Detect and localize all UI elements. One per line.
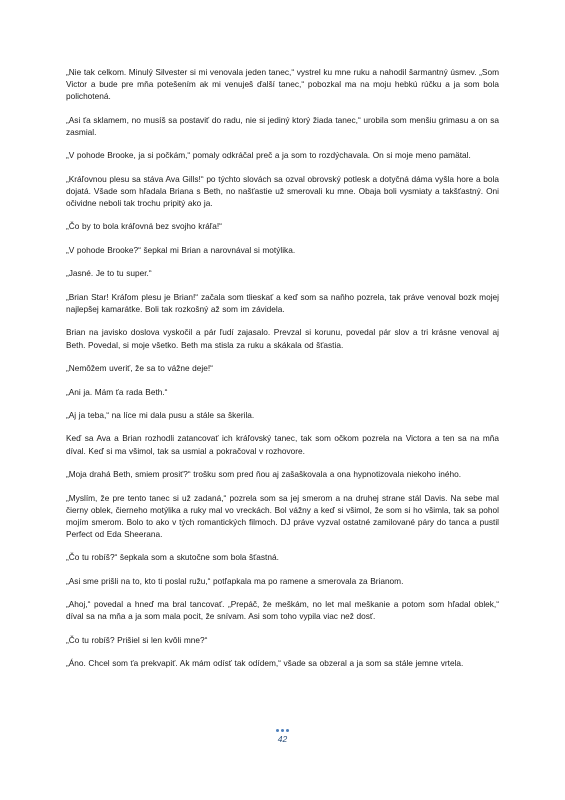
paragraph: „Nemôžem uveriť, že sa to vážne deje!“ [66, 363, 213, 374]
paragraph: „Čo tu robíš? Prišiel si len kvôli mne?“ [66, 634, 208, 645]
dot-icon [286, 729, 289, 732]
paragraph: „Čo tu robíš?“ šepkala som a skutočne som bola šťastná. [66, 552, 279, 563]
paragraph: „Asi sme prišli na to, kto ti poslal ružu,“ potľapkala ma po ramene a smerovala za Brianom. [66, 575, 404, 586]
paragraph: „Moja drahá Beth, smiem prosiť?“ trošku som pred ňou aj zašaškovala a ona hypnotizovala niekoho iného. [66, 469, 462, 480]
paragraph: „V pohode Brooke, ja si počkám,“ pomaly odkráčal preč a ja som to rozdýchavala. On si moje meno pamätal. [66, 150, 471, 161]
paragraph: Keď sa Ava a Brian rozhodli zatancovať ich kráľovský tanec, tak som očkom pozrela na Victora a ten sa na mňa díval. Keď si ma všimol, tak sa usmial a pokračoval v rozhovore. [66, 433, 499, 456]
paragraph: „Asi ťa sklamem, no musíš sa postaviť do radu, nie si jediný ktorý žiada tanec,“ urobila som menšiu grimasu a on sa zasmial. [66, 114, 499, 137]
body-text [66, 66, 499, 669]
paragraph: „Myslím, že pre tento tanec si už zadaná,“ pozrela som sa jej smerom a na druhej strane stál Davis. Na sebe mal čierny oblek, čierneho motýlika a ruky mal vo vreckách. Bol vážny a keď si všimol, že som si ho všimla, tak sa pohol mojím smerom. Bolo to ako v tých romantických filmoch. DJ práve vyzval ostatné zamilované páry do tanca a pustil Perfect od Eda Sheerana. [66, 492, 499, 539]
paragraph: „Ahoj,“ povedal a hneď ma bral tancovať. „Prepáč, že meškám, no let mal meškanie a potom som hľadal oblek,“ díval sa na mňa a ja som mala pocit, že snívam. Asi som toho vypila viac než dosť. [66, 599, 499, 622]
ornament-dots-icon [0, 727, 565, 733]
paragraph: „Ani ja. Mám ťa rada Beth.“ [66, 386, 168, 397]
dot-icon [281, 729, 284, 732]
paragraph: Brian na javisko doslova vyskočil a pár ľudí zajasalo. Prevzal si korunu, povedal pár slov a tri krásne venoval aj Beth. Povedal, si moje všetko. Beth ma stisla za ruku a skákala od šťastia. [66, 327, 499, 350]
paragraph: „Brian Star! Kráľom plesu je Brian!“ začala som tlieskať a keď som sa naňho pozrela, tak práve venoval bozk mojej najlepšej kamarátke. Boli tak rozkošný až som im závidela. [66, 291, 499, 314]
paragraph: „Čo by to bola kráľovná bez svojho kráľa!“ [66, 221, 222, 232]
paragraph: „V pohode Brooke?“ šepkal mi Brian a narovnával si motýlika. [66, 244, 296, 255]
paragraph: „Aj ja teba,“ na líce mi dala pusu a stále sa škerila. [66, 409, 255, 420]
page-number: 42 [277, 734, 288, 744]
paragraph: „Jasné. Je to tu super.“ [66, 268, 152, 279]
paragraph: „Nie tak celkom. Minulý Silvester si mi venovala jeden tanec,“ vystrel ku mne ruku a nahodil šarmantný úsmev. „Som Victor a bude pre mňa potešením ak mi venuješ ďalší tanec,“ pobozkal ma na moju hebkú rúčku a ja som bola polichotená. [66, 67, 499, 102]
dot-icon [276, 729, 279, 732]
paragraph: „Kráľovnou plesu sa stáva Ava Gills!“ po týchto slovách sa ozval obrovský potlesk a dotyčná dáma vyšla hore a bola dojatá. Všade som hľadala Briana s Beth, no našťastie už smerovali ku mne. Obaja boli vysmiaty a takšťastný. Oni očividne neboli tak trochu pripitý ako ja. [66, 173, 499, 208]
paragraph: „Áno. Chcel som ťa prekvapiť. Ak mám odísť tak odídem,“ všade sa obzeral a ja som sa stále jemne vrtela. [66, 658, 464, 669]
page-footer [0, 727, 565, 744]
